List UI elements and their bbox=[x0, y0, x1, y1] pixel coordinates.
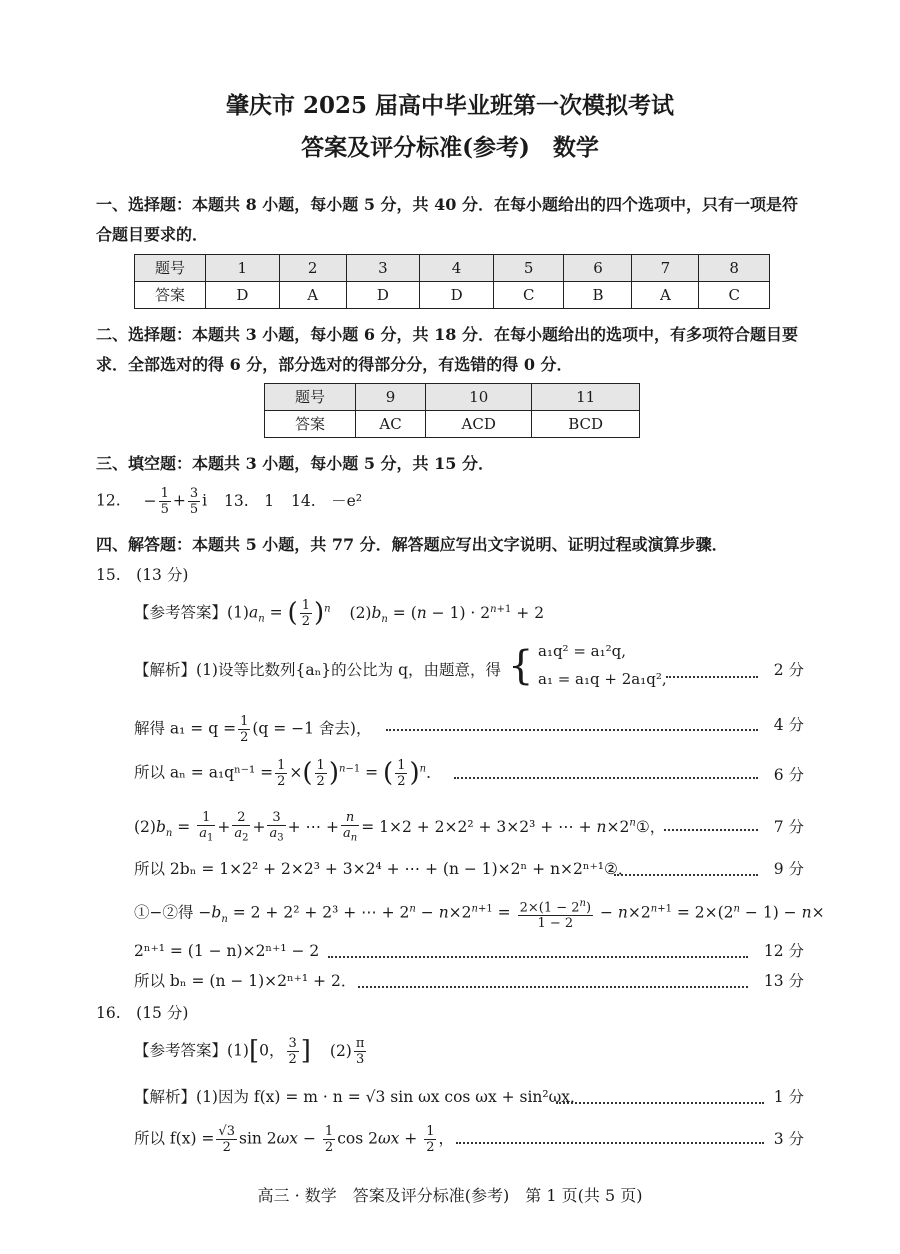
table-cell: D bbox=[346, 282, 420, 309]
q15-solution-line-4: $(2)b_n$ = $\frac{1}{a_1}$ + $\frac{2}{a_2}$ + $\frac{3}{a_3}$ + ⋯ + $\frac{n}{a_n}$ = 1×2 + 2×2² + 3×2³ + ⋯ + $n\times 2^n①$， bbox=[134, 810, 666, 844]
score: 3 分 bbox=[773, 1130, 804, 1148]
reference-label: 【参考答案】 bbox=[134, 1041, 228, 1060]
q15-reference-answer: 【参考答案】$(1)a_n$ = ( $\frac{1}{2}$ )$^n$ $(2)b_n = (n - 1) \cdot 2^{n+1} + 2$ bbox=[134, 598, 545, 630]
q14-answer: 14. －e² bbox=[291, 491, 363, 510]
system-brace: { bbox=[508, 643, 534, 689]
leader-dots bbox=[614, 874, 758, 876]
reference-label: 【参考答案】 bbox=[134, 603, 228, 622]
table-cell: 2 bbox=[279, 255, 346, 282]
leader-dots bbox=[666, 676, 758, 678]
section-3-heading: 三、填空题：本题共 3 小题，每小题 5 分，共 15 分． bbox=[96, 454, 494, 473]
table-row bbox=[135, 255, 770, 282]
equation-system: a₁q² = a₁²q, a₁ = a₁q + 2a₁q², bbox=[538, 642, 667, 688]
leader-dots bbox=[328, 956, 748, 958]
table-cell: A bbox=[632, 282, 699, 309]
score: 12 分 bbox=[763, 942, 804, 960]
table-cell: A bbox=[279, 282, 346, 309]
table-cell: ACD bbox=[426, 411, 532, 438]
table-cell: 9 bbox=[356, 384, 426, 411]
q15-solution-line-6: ①−②得 $-b_n = 2 + 2^2 + 2^3$ + ⋯ + $2^n - n\times 2^{n+1}$ = $\frac{2\times(1 - 2^n)}{1 - 2}$ − $n\times 2^{n+1} = 2\times(2^n - 1) - n\times$ bbox=[134, 898, 825, 932]
page-subtitle: 答案及评分标准(参考) 数学 bbox=[301, 134, 599, 161]
table-header-cell: 题号 bbox=[265, 384, 356, 411]
leader-dots bbox=[664, 829, 758, 831]
table-header-cell: 题号 bbox=[135, 255, 206, 282]
q15-solution-line-1: 【解析】(1)设等比数列{aₙ}的公比为 q，由题意，得 bbox=[134, 661, 501, 679]
score: 9 分 bbox=[773, 860, 804, 878]
page-footer: 高三 · 数学 答案及评分标准(参考) 第 1 页(共 5 页) bbox=[257, 1186, 643, 1205]
table-header-cell: 答案 bbox=[265, 411, 356, 438]
leader-dots bbox=[454, 777, 758, 779]
q12-label: 12. bbox=[96, 491, 121, 510]
leader-dots bbox=[386, 729, 758, 731]
q16-reference-answer: 【参考答案】(1)[0， $\frac{3}{2}$ ] (2) $\frac{\pi}{3}$ bbox=[134, 1036, 365, 1068]
q16-heading: 16. (15 分) bbox=[96, 1004, 189, 1022]
score: 13 分 bbox=[763, 972, 804, 990]
table-cell: BCD bbox=[532, 411, 640, 438]
leader-dots bbox=[456, 1142, 764, 1144]
table-section-2 bbox=[264, 383, 640, 438]
q16-solution-line-1: 【解析】(1)因为 f(x) = m · n = √3 sin ωx cos ωx + sin²ωx． bbox=[134, 1088, 586, 1106]
table-row bbox=[265, 411, 640, 438]
table-section-1 bbox=[134, 254, 770, 309]
q15-solution-line-2: 解得 a₁ = q = $\frac{1}{2}$ (q = −1 舍去)， bbox=[134, 714, 372, 745]
table-cell: C bbox=[699, 282, 770, 309]
section-2-heading: 二、选择题：本题共 3 小题，每小题 6 分，共 18 分．在每小题给出的选项中，有多项符合题目要求．全部选对的得 6 分，部分选对的得部分分，有选错的得 0 分． bbox=[96, 325, 798, 374]
explanation-label: 【解析】 bbox=[134, 1088, 197, 1106]
table-cell: AC bbox=[356, 411, 426, 438]
q15-solution-line-8: 所以 bₙ = (n − 1)×2ⁿ⁺¹ + 2． bbox=[134, 972, 357, 990]
table-cell: D bbox=[420, 282, 494, 309]
page-title: 肇庆市 2025 届高中毕业班第一次模拟考试 bbox=[225, 92, 675, 119]
q15-solution-line-3: 所以 aₙ = a₁qⁿ⁻¹ = $\frac{1}{2}$ ×( $\frac{1}{2}$ )$^{n-1}$ = ( $\frac{1}{2}$ )$^n$． bbox=[134, 758, 442, 790]
q16-solution-line-2: 所以 f(x) = $\frac{√3}{2}$ sin 2ωx − $\frac{1}{2}$ cos 2ωx + $\frac{1}{2}$ ， bbox=[134, 1124, 454, 1155]
score: 2 分 bbox=[773, 661, 804, 679]
table-header-cell: 答案 bbox=[135, 282, 206, 309]
table-row bbox=[135, 282, 770, 309]
table-row bbox=[265, 384, 640, 411]
table-cell: 6 bbox=[564, 255, 632, 282]
score: 1 分 bbox=[773, 1088, 804, 1106]
section-4-heading: 四、解答题：本题共 5 小题，共 77 分．解答题应写出文字说明、证明过程或演算步骤． bbox=[96, 535, 728, 554]
q15-solution-line-7: 2ⁿ⁺¹ = (1 − n)×2ⁿ⁺¹ − 2 bbox=[134, 942, 320, 960]
leader-dots bbox=[556, 1102, 764, 1104]
q13-answer: 13. 1 bbox=[224, 491, 275, 510]
table-cell: 11 bbox=[532, 384, 640, 411]
table-cell: 7 bbox=[632, 255, 699, 282]
q15-solution-line-5: 所以 2bₙ = 1×2² + 2×2³ + 3×2⁴ + ⋯ + (n − 1)×2ⁿ + n×2ⁿ⁺¹②． bbox=[134, 860, 634, 878]
leader-dots bbox=[358, 986, 748, 988]
section-1-heading: 一、选择题：本题共 8 小题，每小题 5 分，共 40 分．在每小题给出的四个选项中，只有一项是符合题目要求的． bbox=[96, 195, 798, 244]
table-cell: 4 bbox=[420, 255, 494, 282]
table-cell: 3 bbox=[346, 255, 420, 282]
table-cell: 1 bbox=[206, 255, 280, 282]
score: 4 分 bbox=[773, 716, 804, 734]
score: 7 分 bbox=[773, 818, 804, 836]
fill-answers: 12. − $\frac{1}{5}$ + $\frac{3}{5}$ i 13. 1 14. －e² bbox=[96, 486, 363, 517]
table-cell: 5 bbox=[493, 255, 564, 282]
table-cell: 8 bbox=[699, 255, 770, 282]
table-cell: C bbox=[493, 282, 564, 309]
table-cell: D bbox=[206, 282, 280, 309]
table-cell: 10 bbox=[426, 384, 532, 411]
q15-heading: 15. (13 分) bbox=[96, 566, 189, 584]
table-cell: B bbox=[564, 282, 632, 309]
explanation-label: 【解析】 bbox=[134, 661, 197, 679]
score: 6 分 bbox=[773, 766, 804, 784]
